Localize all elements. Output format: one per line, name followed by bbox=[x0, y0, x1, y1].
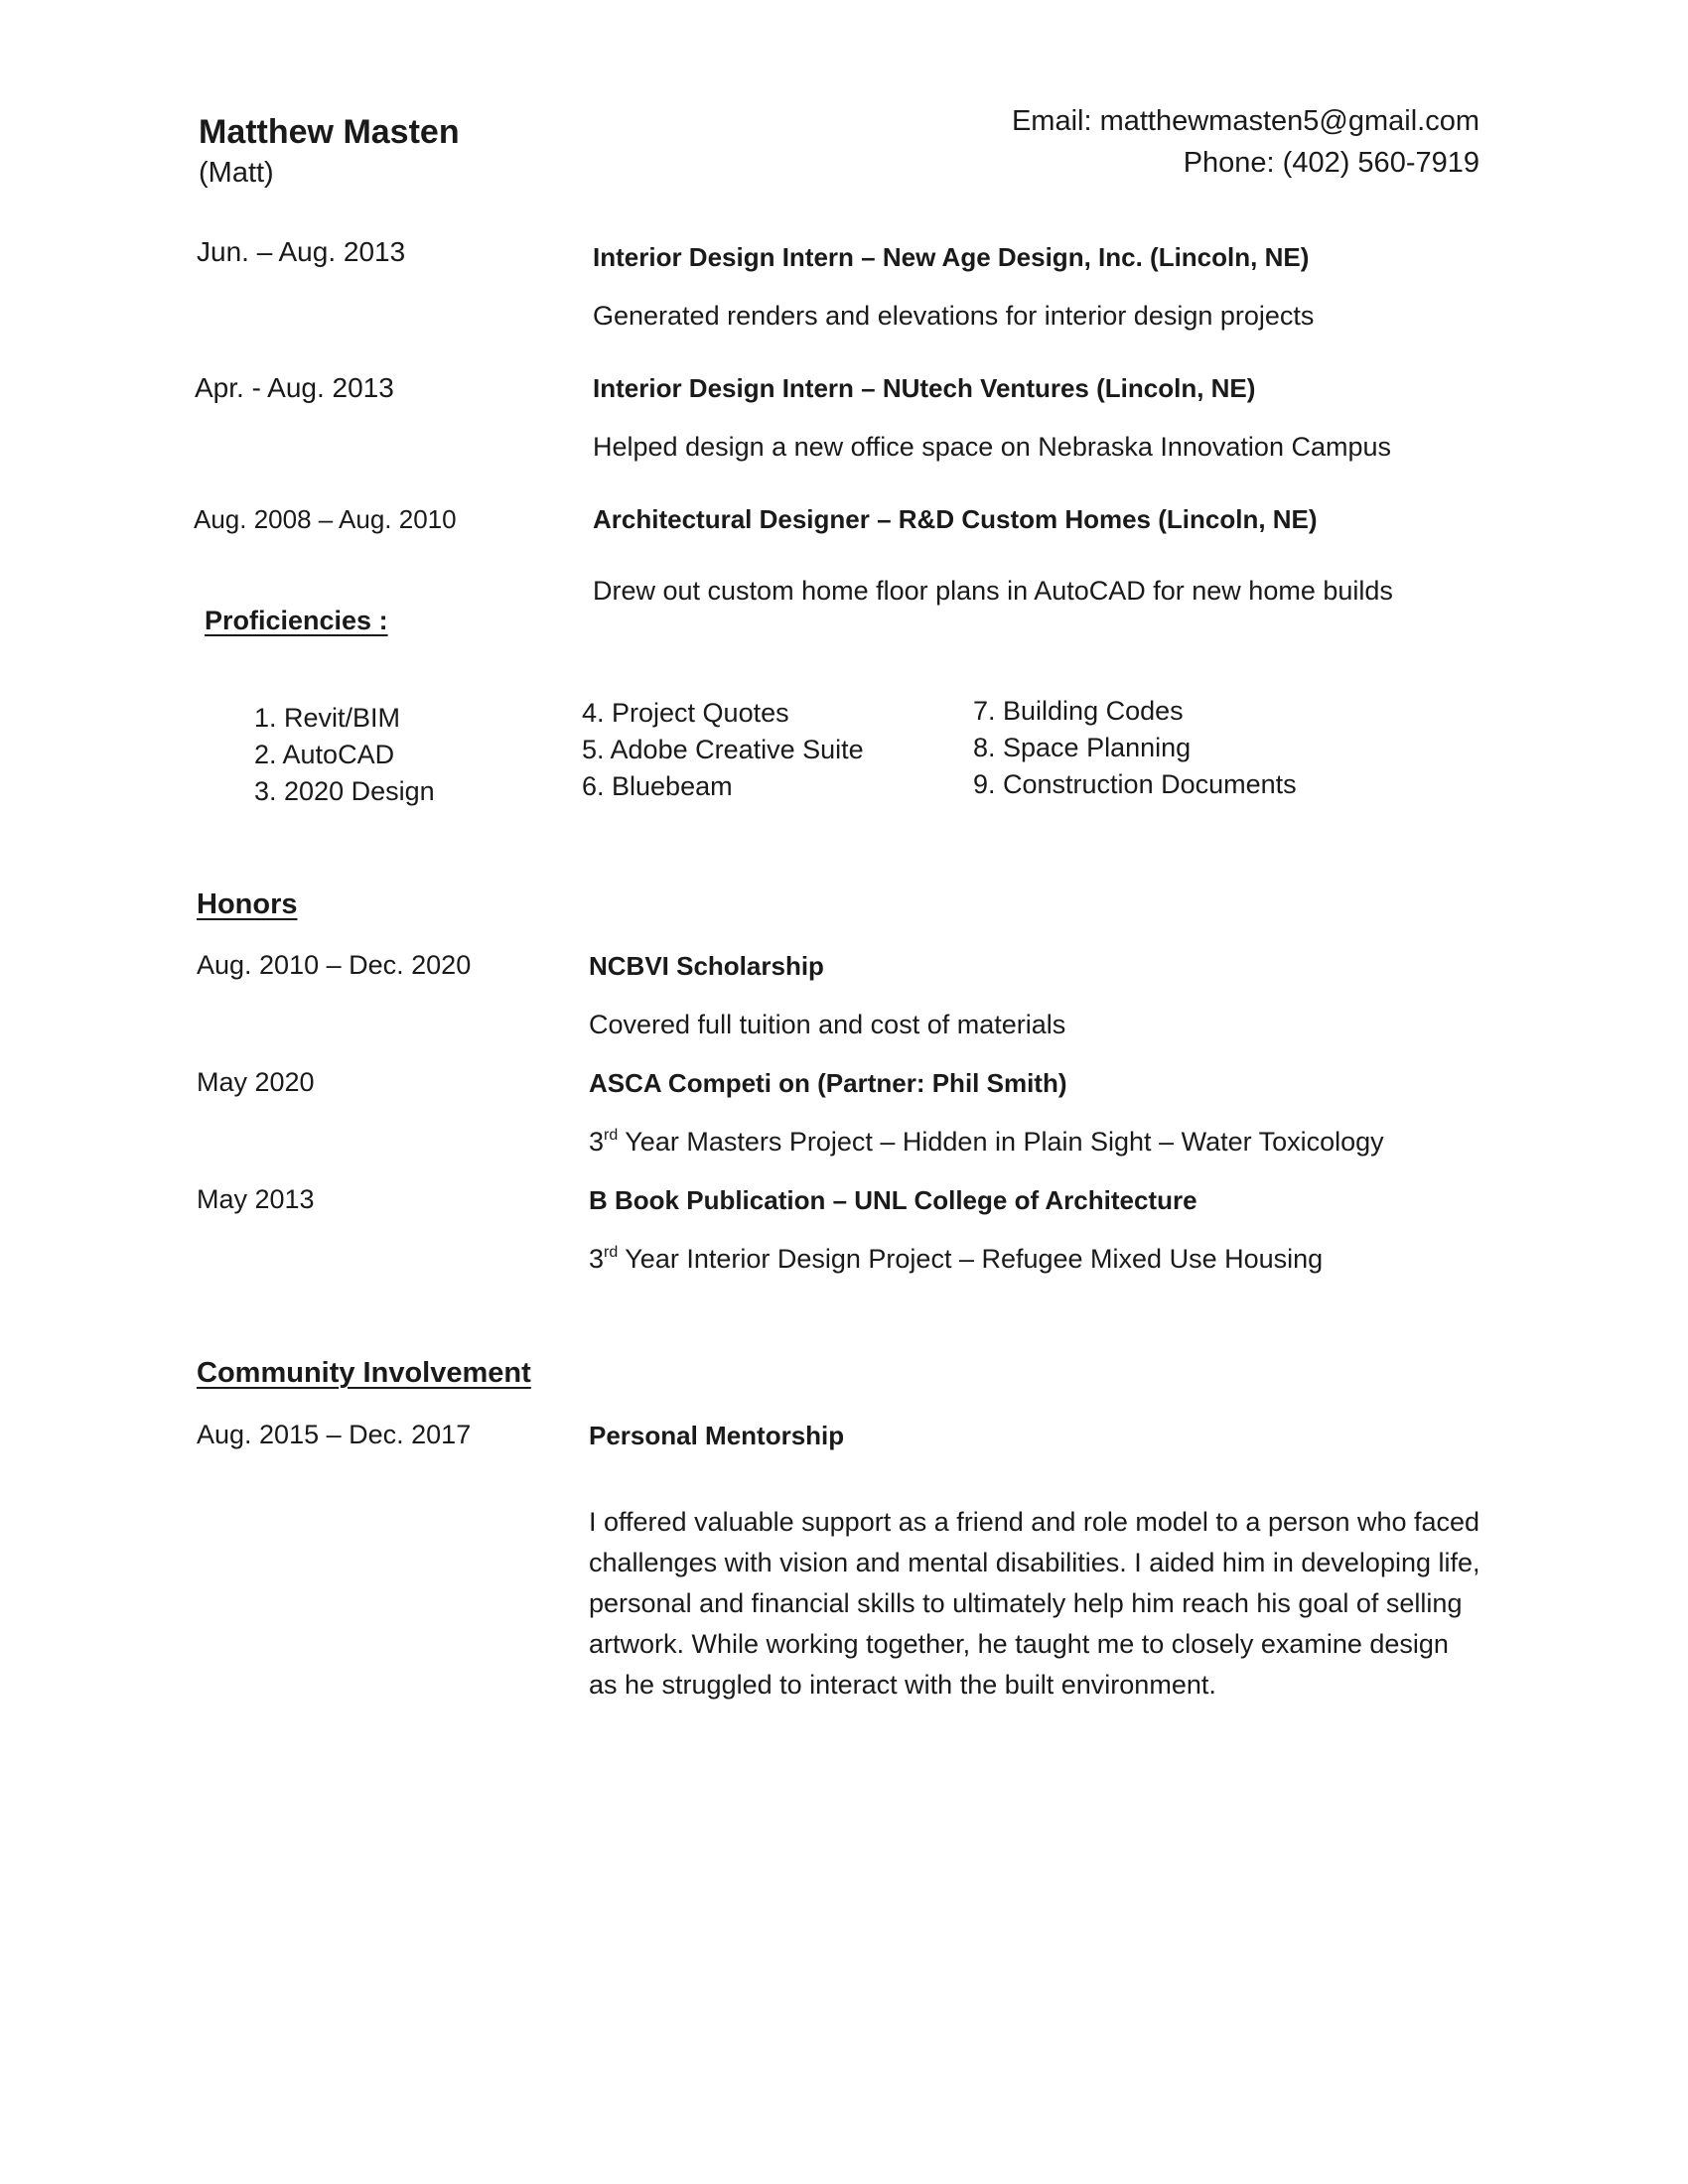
proficiency-item: 7. Building Codes bbox=[973, 696, 1184, 726]
honor-description-text: Year Masters Project – Hidden in Plain Sight – Water Toxicology bbox=[618, 1127, 1384, 1157]
proficiencies-column-3 bbox=[973, 693, 1297, 803]
honor-description-ordinal: rd bbox=[604, 1127, 619, 1144]
resume-nickname: (Matt) bbox=[199, 157, 274, 189]
proficiency-item: 6. Bluebeam bbox=[582, 771, 733, 801]
honor-title: ASCA Competi on (Partner: Phil Smith) bbox=[589, 1068, 1067, 1098]
community-date: Aug. 2015 – Dec. 2017 bbox=[197, 1420, 472, 1449]
honor-title: B Book Publication – UNL College of Architecture bbox=[589, 1185, 1197, 1215]
proficiency-item: 9. Construction Documents bbox=[973, 769, 1297, 799]
experience-date: Jun. – Aug. 2013 bbox=[197, 236, 406, 267]
experience-description: Drew out custom home floor plans in AutoCAD for new home builds bbox=[593, 576, 1393, 606]
proficiency-item: 4. Project Quotes bbox=[582, 698, 789, 728]
honor-date: May 2020 bbox=[197, 1067, 315, 1097]
proficiency-item: 8. Space Planning bbox=[973, 733, 1192, 762]
proficiency-item: 2. AutoCAD bbox=[254, 740, 395, 769]
honor-description-number: 3 bbox=[589, 1127, 605, 1157]
experience-description: Generated renders and elevations for interior design projects bbox=[593, 301, 1315, 331]
proficiency-item: 1. Revit/BIM bbox=[254, 703, 401, 733]
proficiencies-column-2 bbox=[582, 695, 864, 805]
community-heading: Community Involvement bbox=[197, 1357, 531, 1389]
experience-title: Architectural Designer – R&D Custom Homes (Lincoln, NE) bbox=[593, 504, 1318, 534]
honor-title: NCBVI Scholarship bbox=[589, 951, 824, 981]
resume-name: Matthew Masten bbox=[199, 113, 460, 151]
proficiencies-heading: Proficiencies : bbox=[205, 606, 388, 635]
community-title: Personal Mentorship bbox=[589, 1421, 845, 1450]
community-description: I offered valuable support as a friend and role model to a person who faced challenges with vision and mental disabilities. I aided him in developing life, personal and financial skills to ultimately help him reach his goal of selling artwork. While working together, he taught me to closely examine design as he struggled to interact with the built environment. bbox=[589, 1507, 1480, 1700]
contact-email: Email: matthewmasten5@gmail.com bbox=[1011, 105, 1479, 137]
honor-description: Covered full tuition and cost of materials bbox=[589, 1010, 1066, 1039]
honors-heading: Honors bbox=[197, 888, 298, 920]
contact-phone: Phone: (402) 560-7919 bbox=[1183, 147, 1479, 179]
honor-date: Aug. 2010 – Dec. 2020 bbox=[197, 950, 472, 980]
experience-date: Aug. 2008 – Aug. 2010 bbox=[194, 504, 457, 534]
experience-description: Helped design a new office space on Nebraska Innovation Campus bbox=[593, 432, 1392, 462]
experience-title: Interior Design Intern – NUtech Ventures (Lincoln, NE) bbox=[593, 373, 1256, 403]
experience-date: Apr. - Aug. 2013 bbox=[195, 372, 394, 403]
proficiency-item: 5. Adobe Creative Suite bbox=[582, 735, 864, 764]
proficiencies-column-1 bbox=[254, 700, 435, 810]
honor-description-number: 3 bbox=[589, 1244, 605, 1274]
proficiency-item: 3. 2020 Design bbox=[254, 776, 435, 806]
honor-description-ordinal: rd bbox=[604, 1244, 619, 1261]
honor-description-text: Year Interior Design Project – Refugee Mixed Use Housing bbox=[618, 1244, 1324, 1274]
honor-date: May 2013 bbox=[197, 1184, 315, 1214]
honor-description bbox=[589, 1127, 1384, 1158]
honor-description bbox=[589, 1244, 1323, 1275]
experience-title: Interior Design Intern – New Age Design, Inc. (Lincoln, NE) bbox=[593, 242, 1310, 272]
